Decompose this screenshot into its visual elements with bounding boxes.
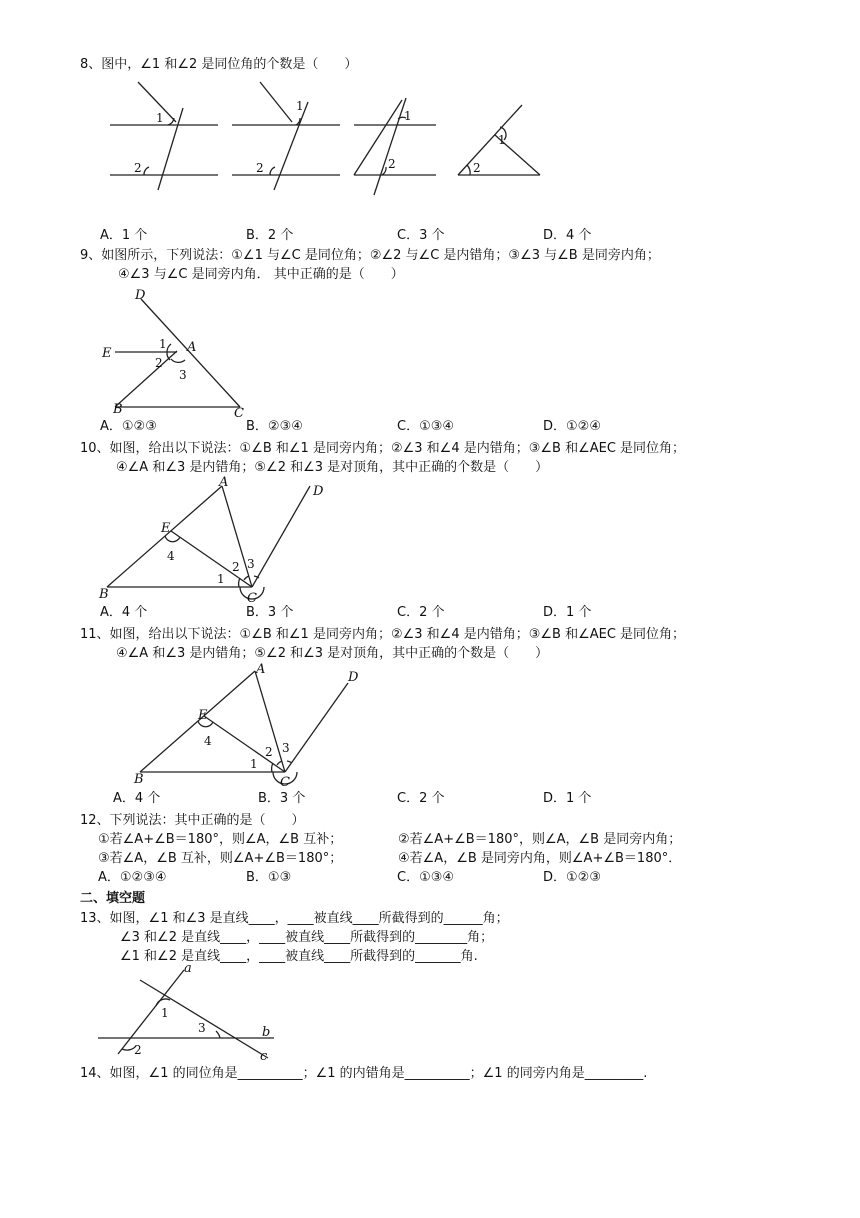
- q10-option-a: A．4 个: [100, 605, 148, 620]
- q8-option-c: C．3 个: [397, 228, 445, 243]
- q12-option-c: C．①③④: [397, 870, 455, 885]
- q11-option-c: C．2 个: [397, 791, 445, 806]
- q8-option-d: D．4 个: [543, 228, 592, 243]
- q10-figure: [95, 474, 335, 604]
- q8-f3-label-2: 2: [388, 157, 396, 171]
- q8-fig3: [354, 98, 436, 195]
- q8-fig2: [232, 82, 340, 190]
- q10-angle-1: 1: [217, 572, 225, 586]
- q9-point-b: B: [113, 402, 123, 417]
- q12-stem: 12、下列说法：其中正确的是（ ）: [80, 813, 305, 828]
- q13-figure: [98, 961, 278, 1066]
- q10-point-d: D: [313, 484, 324, 499]
- q11-angle-3: 3: [282, 741, 290, 755]
- q10-point-b: B: [99, 587, 109, 602]
- q13-line1: 13、如图，∠1 和∠3 是直线____，____被直线____所截得到的______角；: [80, 911, 509, 926]
- q8-f1-label-1: 1: [156, 111, 164, 125]
- q9-option-c: C．①③④: [397, 419, 455, 434]
- q8-figures: [108, 80, 548, 190]
- q8-f4-label-2: 2: [473, 161, 481, 175]
- q9-line1: 9、如图所示，下列说法：①∠1 与∠C 是同位角；②∠2 与∠C 是内错角；③∠3 与∠B 是同旁内角；: [80, 248, 660, 263]
- q8-fig1: [110, 82, 218, 190]
- section-title-fill-blank: 二、填空题: [80, 891, 146, 906]
- q11-option-d: D．1 个: [543, 791, 592, 806]
- q12-option-a: A．①②③④: [98, 870, 167, 885]
- q11-point-b: B: [134, 772, 144, 787]
- q11-figure: [128, 659, 368, 789]
- q9-option-b: B．②③④: [246, 419, 303, 434]
- q9-line2: ④∠3 与∠C 是同旁内角． 其中正确的是（ ）: [118, 267, 404, 282]
- q11-option-b: B．3 个: [258, 791, 306, 806]
- q9-angle-3: 3: [179, 368, 187, 382]
- q10-option-d: D．1 个: [543, 605, 592, 620]
- q10-option-c: C．2 个: [397, 605, 445, 620]
- q12-statement-2: ②若∠A+∠B＝180°，则∠A，∠B 是同旁内角；: [398, 832, 682, 847]
- q8-f2-label-2: 2: [256, 161, 264, 175]
- q8-f4-label-1: 1: [498, 133, 506, 147]
- q8-f3-label-1: 1: [404, 109, 412, 123]
- q11-point-a: A: [256, 662, 266, 677]
- q10-line2: ④∠A 和∠3 是内错角；⑤∠2 和∠3 是对顶角，其中正确的个数是（ ）: [116, 460, 549, 475]
- q13-line-c: c: [260, 1049, 268, 1064]
- q8-option-b: B．2 个: [246, 228, 294, 243]
- q10-point-a: A: [219, 475, 229, 490]
- q10-line1: 10、如图，给出以下说法：①∠B 和∠1 是同旁内角；②∠3 和∠4 是内错角；③∠B 和∠AEC 是同位角；: [80, 441, 686, 456]
- q9-angle-2: 2: [155, 356, 163, 370]
- q11-angle-4: 4: [204, 734, 212, 748]
- q10-angle-3: 3: [247, 557, 255, 571]
- q9-option-d: D．①②④: [543, 419, 601, 434]
- q9-point-e: E: [102, 346, 112, 361]
- q13-line2: ∠3 和∠2 是直线____，____被直线____所截得到的________角；: [120, 930, 494, 945]
- q9-point-c: C: [234, 406, 244, 421]
- q12-statement-3: ③若∠A，∠B 互补，则∠A+∠B＝180°；: [98, 851, 343, 866]
- q10-point-c: C: [247, 591, 257, 606]
- q11-line1: 11、如图，给出以下说法：①∠B 和∠1 是同旁内角；②∠3 和∠4 是内错角；③∠B 和∠AEC 是同位角；: [80, 627, 686, 642]
- q12-option-b: B．①③: [246, 870, 292, 885]
- q10-angle-4: 4: [167, 549, 175, 563]
- q8-option-a: A．1 个: [100, 228, 148, 243]
- q12-statement-4: ④若∠A，∠B 是同旁内角，则∠A+∠B＝180°．: [398, 851, 682, 866]
- q11-point-c: C: [280, 775, 290, 790]
- q8-stem: 8、图中，∠1 和∠2 是同位角的个数是（ ）: [80, 57, 358, 72]
- q8-f2-label-1: 1: [296, 99, 304, 113]
- q11-point-d: D: [348, 670, 359, 685]
- q11-angle-1: 1: [250, 757, 258, 771]
- q10-option-b: B．3 个: [246, 605, 294, 620]
- q13-angle-2: 2: [134, 1043, 142, 1057]
- q13-line-a: a: [184, 961, 192, 976]
- q9-figure: [95, 285, 265, 420]
- q10-angle-2: 2: [232, 560, 240, 574]
- q14-line1: 14、如图，∠1 的同位角是__________；∠1 的内错角是__________；∠1 的同旁内角是_________.: [80, 1066, 648, 1081]
- q13-angle-1: 1: [161, 1006, 169, 1020]
- q8-fig4: [458, 105, 540, 175]
- q13-line3: ∠1 和∠2 是直线____，____被直线____所截得到的_______角.: [120, 949, 478, 964]
- q9-option-a: A．①②③: [100, 419, 157, 434]
- q10-point-e: E: [161, 521, 171, 536]
- q9-angle-1: 1: [159, 337, 167, 351]
- q8-f1-label-2: 2: [134, 161, 142, 175]
- q11-line2: ④∠A 和∠3 是内错角；⑤∠2 和∠3 是对顶角，其中正确的个数是（ ）: [116, 646, 549, 661]
- q11-option-a: A．4 个: [113, 791, 161, 806]
- q12-statement-1: ①若∠A+∠B＝180°，则∠A，∠B 互补；: [98, 832, 343, 847]
- q12-option-d: D．①②③: [543, 870, 601, 885]
- q11-angle-2: 2: [265, 745, 273, 759]
- q13-angle-3: 3: [198, 1021, 206, 1035]
- q13-line-b: b: [262, 1025, 271, 1040]
- q9-point-a: A: [187, 340, 197, 355]
- q11-point-e: E: [198, 708, 208, 723]
- q9-point-d: D: [135, 288, 146, 303]
